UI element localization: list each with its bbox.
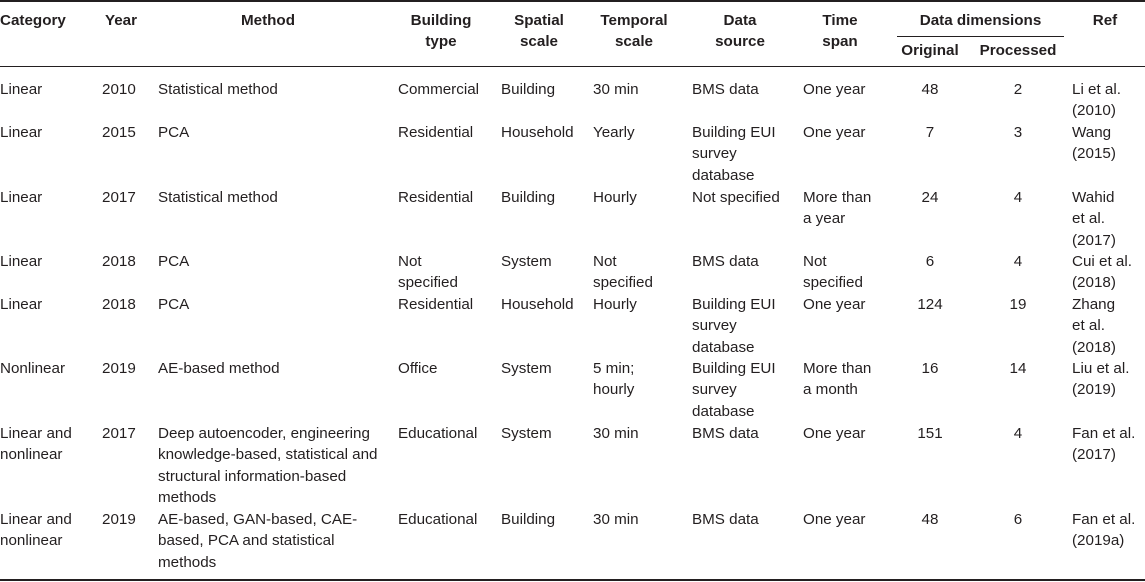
row3-year: 2017 <box>102 189 136 206</box>
row6-original: 16 <box>921 360 939 377</box>
row2-ref: Wang (2015) <box>1072 124 1116 163</box>
data-dimensions-underline <box>897 36 1064 37</box>
row8-ref: Fan et al. (2019a) <box>1072 511 1136 550</box>
row5-original: 124 <box>917 296 943 313</box>
row8-temporal-scale: 30 min <box>593 511 639 528</box>
row8-processed: 6 <box>1013 511 1023 528</box>
row3-temporal-scale: Hourly <box>593 189 637 206</box>
row3-original: 24 <box>921 189 939 206</box>
row1-original: 48 <box>921 81 939 98</box>
row8-category: Linear and nonlinear <box>0 511 72 550</box>
row3-time-span: More than a year <box>803 189 872 228</box>
row2-original: 7 <box>925 124 935 141</box>
row4-spatial-scale: System <box>501 253 552 270</box>
row5-method: PCA <box>158 296 190 313</box>
row4-category: Linear <box>0 253 43 270</box>
row7-ref: Fan et al. (2017) <box>1072 425 1136 464</box>
header-ref: Ref <box>1092 12 1118 29</box>
row1-data-source: BMS data <box>692 81 759 98</box>
row4-data-source: BMS data <box>692 253 759 270</box>
row5-spatial-scale: Household <box>501 296 574 313</box>
row1-category: Linear <box>0 81 43 98</box>
header-time-span: Time span <box>822 12 858 51</box>
row4-year: 2018 <box>102 253 136 270</box>
row5-temporal-scale: Hourly <box>593 296 637 313</box>
header-temporal-scale: Temporal scale <box>600 12 668 51</box>
header-category: Category <box>0 12 66 29</box>
row8-spatial-scale: Building <box>501 511 556 528</box>
row5-building-type: Residential <box>398 296 474 313</box>
row4-temporal-scale: Not specified <box>593 253 653 292</box>
row1-building-type: Commercial <box>398 81 480 98</box>
row6-spatial-scale: System <box>501 360 552 377</box>
row6-temporal-scale: 5 min; hourly <box>593 360 635 399</box>
row2-year: 2015 <box>102 124 136 141</box>
row5-processed: 19 <box>1009 296 1027 313</box>
row4-method: PCA <box>158 253 190 270</box>
row7-method: Deep autoencoder, engineering knowledge-based, statistical and structural information-based methods <box>158 425 378 507</box>
row8-original: 48 <box>921 511 939 528</box>
row7-original: 151 <box>917 425 943 442</box>
row6-method: AE-based method <box>158 360 280 377</box>
header-data-source: Data source <box>715 12 765 51</box>
row7-processed: 4 <box>1013 425 1023 442</box>
row8-data-source: BMS data <box>692 511 759 528</box>
row1-spatial-scale: Building <box>501 81 556 98</box>
row5-year: 2018 <box>102 296 136 313</box>
header-method: Method <box>241 12 295 29</box>
row3-data-source: Not specified <box>692 189 780 206</box>
row2-data-source: Building EUI survey database <box>692 124 776 184</box>
row1-method: Statistical method <box>158 81 278 98</box>
header-rule <box>0 66 1145 67</box>
row6-category: Nonlinear <box>0 360 66 377</box>
row3-ref: Wahid et al. (2017) <box>1072 189 1116 249</box>
row4-ref: Cui et al. (2018) <box>1072 253 1132 292</box>
row6-year: 2019 <box>102 360 136 377</box>
row7-spatial-scale: System <box>501 425 552 442</box>
bottom-rule <box>0 579 1145 581</box>
row7-time-span: One year <box>803 425 866 442</box>
row3-method: Statistical method <box>158 189 278 206</box>
row2-time-span: One year <box>803 124 866 141</box>
header-spatial-scale: Spatial scale <box>514 12 564 51</box>
row4-processed: 4 <box>1013 253 1023 270</box>
row5-category: Linear <box>0 296 43 313</box>
header-data-dimensions: Data dimensions <box>919 12 1042 29</box>
top-rule <box>0 0 1145 2</box>
row1-year: 2010 <box>102 81 136 98</box>
row4-time-span: Not specified <box>803 253 863 292</box>
row8-method: AE-based, GAN-based, CAE- based, PCA and statistical methods <box>158 511 358 571</box>
row2-temporal-scale: Yearly <box>593 124 635 141</box>
row7-temporal-scale: 30 min <box>593 425 639 442</box>
row2-building-type: Residential <box>398 124 474 141</box>
row4-original: 6 <box>925 253 935 270</box>
row2-processed: 3 <box>1013 124 1023 141</box>
row8-year: 2019 <box>102 511 136 528</box>
row6-ref: Liu et al. (2019) <box>1072 360 1130 399</box>
row7-category: Linear and nonlinear <box>0 425 72 464</box>
header-original: Original <box>901 42 959 59</box>
row5-time-span: One year <box>803 296 866 313</box>
header-processed: Processed <box>979 42 1057 59</box>
row4-building-type: Not specified <box>398 253 458 292</box>
row5-data-source: Building EUI survey database <box>692 296 776 356</box>
row2-spatial-scale: Household <box>501 124 574 141</box>
row8-time-span: One year <box>803 511 866 528</box>
row8-building-type: Educational <box>398 511 478 528</box>
header-year: Year <box>104 12 138 29</box>
row6-building-type: Office <box>398 360 438 377</box>
row6-processed: 14 <box>1009 360 1027 377</box>
row2-category: Linear <box>0 124 43 141</box>
row1-time-span: One year <box>803 81 866 98</box>
row7-year: 2017 <box>102 425 136 442</box>
row1-ref: Li et al. (2010) <box>1072 81 1121 120</box>
row1-processed: 2 <box>1013 81 1023 98</box>
row3-spatial-scale: Building <box>501 189 556 206</box>
row3-building-type: Residential <box>398 189 474 206</box>
row6-time-span: More than a month <box>803 360 872 399</box>
row7-data-source: BMS data <box>692 425 759 442</box>
row2-method: PCA <box>158 124 190 141</box>
row5-ref: Zhang et al. (2018) <box>1072 296 1116 356</box>
row6-data-source: Building EUI survey database <box>692 360 776 420</box>
row7-building-type: Educational <box>398 425 478 442</box>
header-building-type: Building type <box>410 12 472 51</box>
row3-category: Linear <box>0 189 43 206</box>
row1-temporal-scale: 30 min <box>593 81 639 98</box>
row3-processed: 4 <box>1013 189 1023 206</box>
